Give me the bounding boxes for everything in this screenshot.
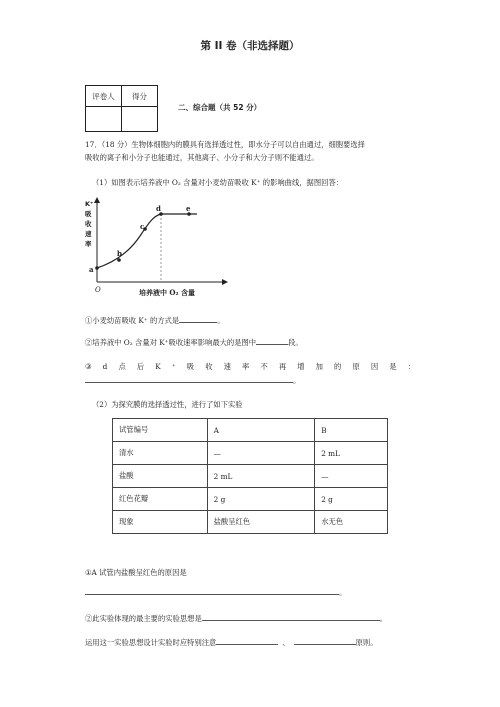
q3-char: 的 — [334, 362, 342, 371]
table-cell: 水无色 — [315, 511, 388, 534]
y-label-1: K⁺ — [85, 200, 94, 208]
q3-char: 再 — [278, 362, 287, 371]
q1-line — [85, 314, 225, 327]
q3-char: 不 — [260, 362, 268, 371]
q6-end: 原则。 — [355, 638, 378, 647]
q2-end: 段。 — [288, 338, 303, 347]
q3-char: 速 — [223, 362, 231, 371]
table-cell: — — [207, 442, 315, 465]
y-label-2: 吸 — [85, 210, 92, 218]
q3-char: 吸 — [186, 362, 195, 371]
q1-end: 。 — [217, 316, 225, 325]
intro-line-2: 吸收的离子和小分子也能通过，其他离子、小分子和大分子则不能通过。 — [85, 153, 319, 162]
q4-answer-blank[interactable] — [85, 586, 339, 595]
page-title: 第 II 卷（非选择题） — [200, 40, 300, 52]
intro-line-1: 17．（18 分）生物体细胞内的膜具有选择透过性，即水分子可以自由通过，细胞要选择 — [85, 140, 365, 149]
q3-answer-line — [85, 374, 300, 387]
q3-line — [85, 360, 415, 373]
q3-char: 率 — [242, 362, 250, 371]
q1-text: ①小麦幼苗吸收 K⁺ 的方式是 — [85, 316, 180, 325]
uptake-curve — [97, 214, 197, 268]
label-d: d — [156, 204, 161, 213]
q3-char: 收 — [205, 362, 213, 371]
q5-answer-blank[interactable] — [202, 612, 380, 621]
q2-line — [85, 336, 303, 349]
label-a: a — [89, 265, 94, 274]
part2-prompt: （2）为探究膜的选择透过性，进行了如下实验 — [92, 400, 243, 409]
q1-answer-blank[interactable] — [179, 314, 217, 323]
score-header: 得分 — [122, 86, 158, 107]
q3-char: ⁺ — [171, 362, 176, 371]
q2-text: ②培养液中 O₂ 含量对 K⁺吸收速率影响最大的是图中 — [85, 338, 257, 347]
q3-end: 。 — [293, 376, 301, 385]
table-cell: B — [315, 419, 388, 442]
table-cell: 2 mL — [207, 465, 315, 488]
q3-char: 因 — [370, 362, 379, 371]
k-uptake-graph — [85, 196, 230, 306]
q6-answer-blank-2[interactable] — [294, 636, 356, 645]
x-axis-label: 培养液中 O₂ 含量 — [139, 288, 196, 297]
table-cell: 2 mL — [315, 442, 388, 465]
q3-answer-blank[interactable] — [85, 374, 293, 383]
table-cell: 现象 — [113, 511, 208, 534]
y-label-3: 收 — [85, 220, 92, 228]
q4-answer-line — [85, 586, 346, 599]
table-row — [113, 488, 388, 511]
q3-char: ： — [407, 362, 415, 371]
table-cell: 清水 — [113, 442, 208, 465]
table-row — [113, 442, 388, 465]
q6-line — [85, 636, 378, 649]
y-label-5: 率 — [85, 240, 92, 248]
table-cell: A — [207, 419, 315, 442]
table-cell: 2 g — [207, 488, 315, 511]
table-cell: — — [315, 465, 388, 488]
q3-char: 点 — [118, 362, 126, 371]
section-heading: 二、综合题（共 52 分） — [178, 103, 262, 112]
q3-char: 加 — [315, 362, 323, 371]
point-a — [95, 266, 99, 270]
q6-answer-blank-1[interactable] — [216, 636, 278, 645]
label-b: b — [117, 249, 122, 258]
label-c: c — [140, 222, 145, 231]
q3-char: ③ — [85, 362, 92, 371]
table-cell: 盐酸呈红色 — [207, 511, 315, 534]
q5-line — [85, 612, 387, 625]
experiment-table — [112, 418, 388, 534]
q5-text: ②此实验体现的最主要的实验思想是 — [85, 614, 202, 623]
q5-end: 。 — [379, 614, 388, 623]
q6-text: 运用这一实验思想设计实验时应特别注意 — [85, 638, 217, 647]
origin-label: O — [95, 286, 101, 294]
q3-char: d — [102, 362, 108, 371]
q2-answer-blank[interactable] — [256, 336, 288, 345]
score-box — [85, 85, 158, 132]
table-cell: 2 g — [315, 488, 388, 511]
q3-char: 增 — [297, 362, 305, 371]
part1-prompt: （1）如图表示培养液中 O₂ 含量对小麦幼苗吸收 K⁺ 的影响曲线，据图回答： — [92, 178, 344, 187]
label-e: e — [186, 204, 191, 213]
table-row — [113, 511, 388, 534]
table-row — [113, 419, 388, 442]
q3-char: K — [155, 362, 161, 371]
table-cell: 试管编号 — [113, 419, 208, 442]
score-cell — [122, 107, 158, 132]
q3-char: 后 — [136, 362, 145, 371]
q6-sep: 、 — [282, 638, 290, 647]
q4-text: ①A 试管内盐酸呈红色的原因是 — [85, 568, 187, 577]
grader-header: 评卷人 — [86, 86, 122, 107]
grader-cell — [86, 107, 122, 132]
q3-char: 是 — [389, 362, 397, 371]
q4-end: 。 — [339, 588, 347, 597]
table-cell: 红色花瓣 — [113, 488, 208, 511]
table-cell: 盐酸 — [113, 465, 208, 488]
y-label-4: 速 — [85, 230, 92, 238]
table-row — [113, 465, 388, 488]
point-b — [117, 258, 121, 262]
question-intro — [85, 138, 425, 164]
q3-char: 原 — [352, 362, 360, 371]
